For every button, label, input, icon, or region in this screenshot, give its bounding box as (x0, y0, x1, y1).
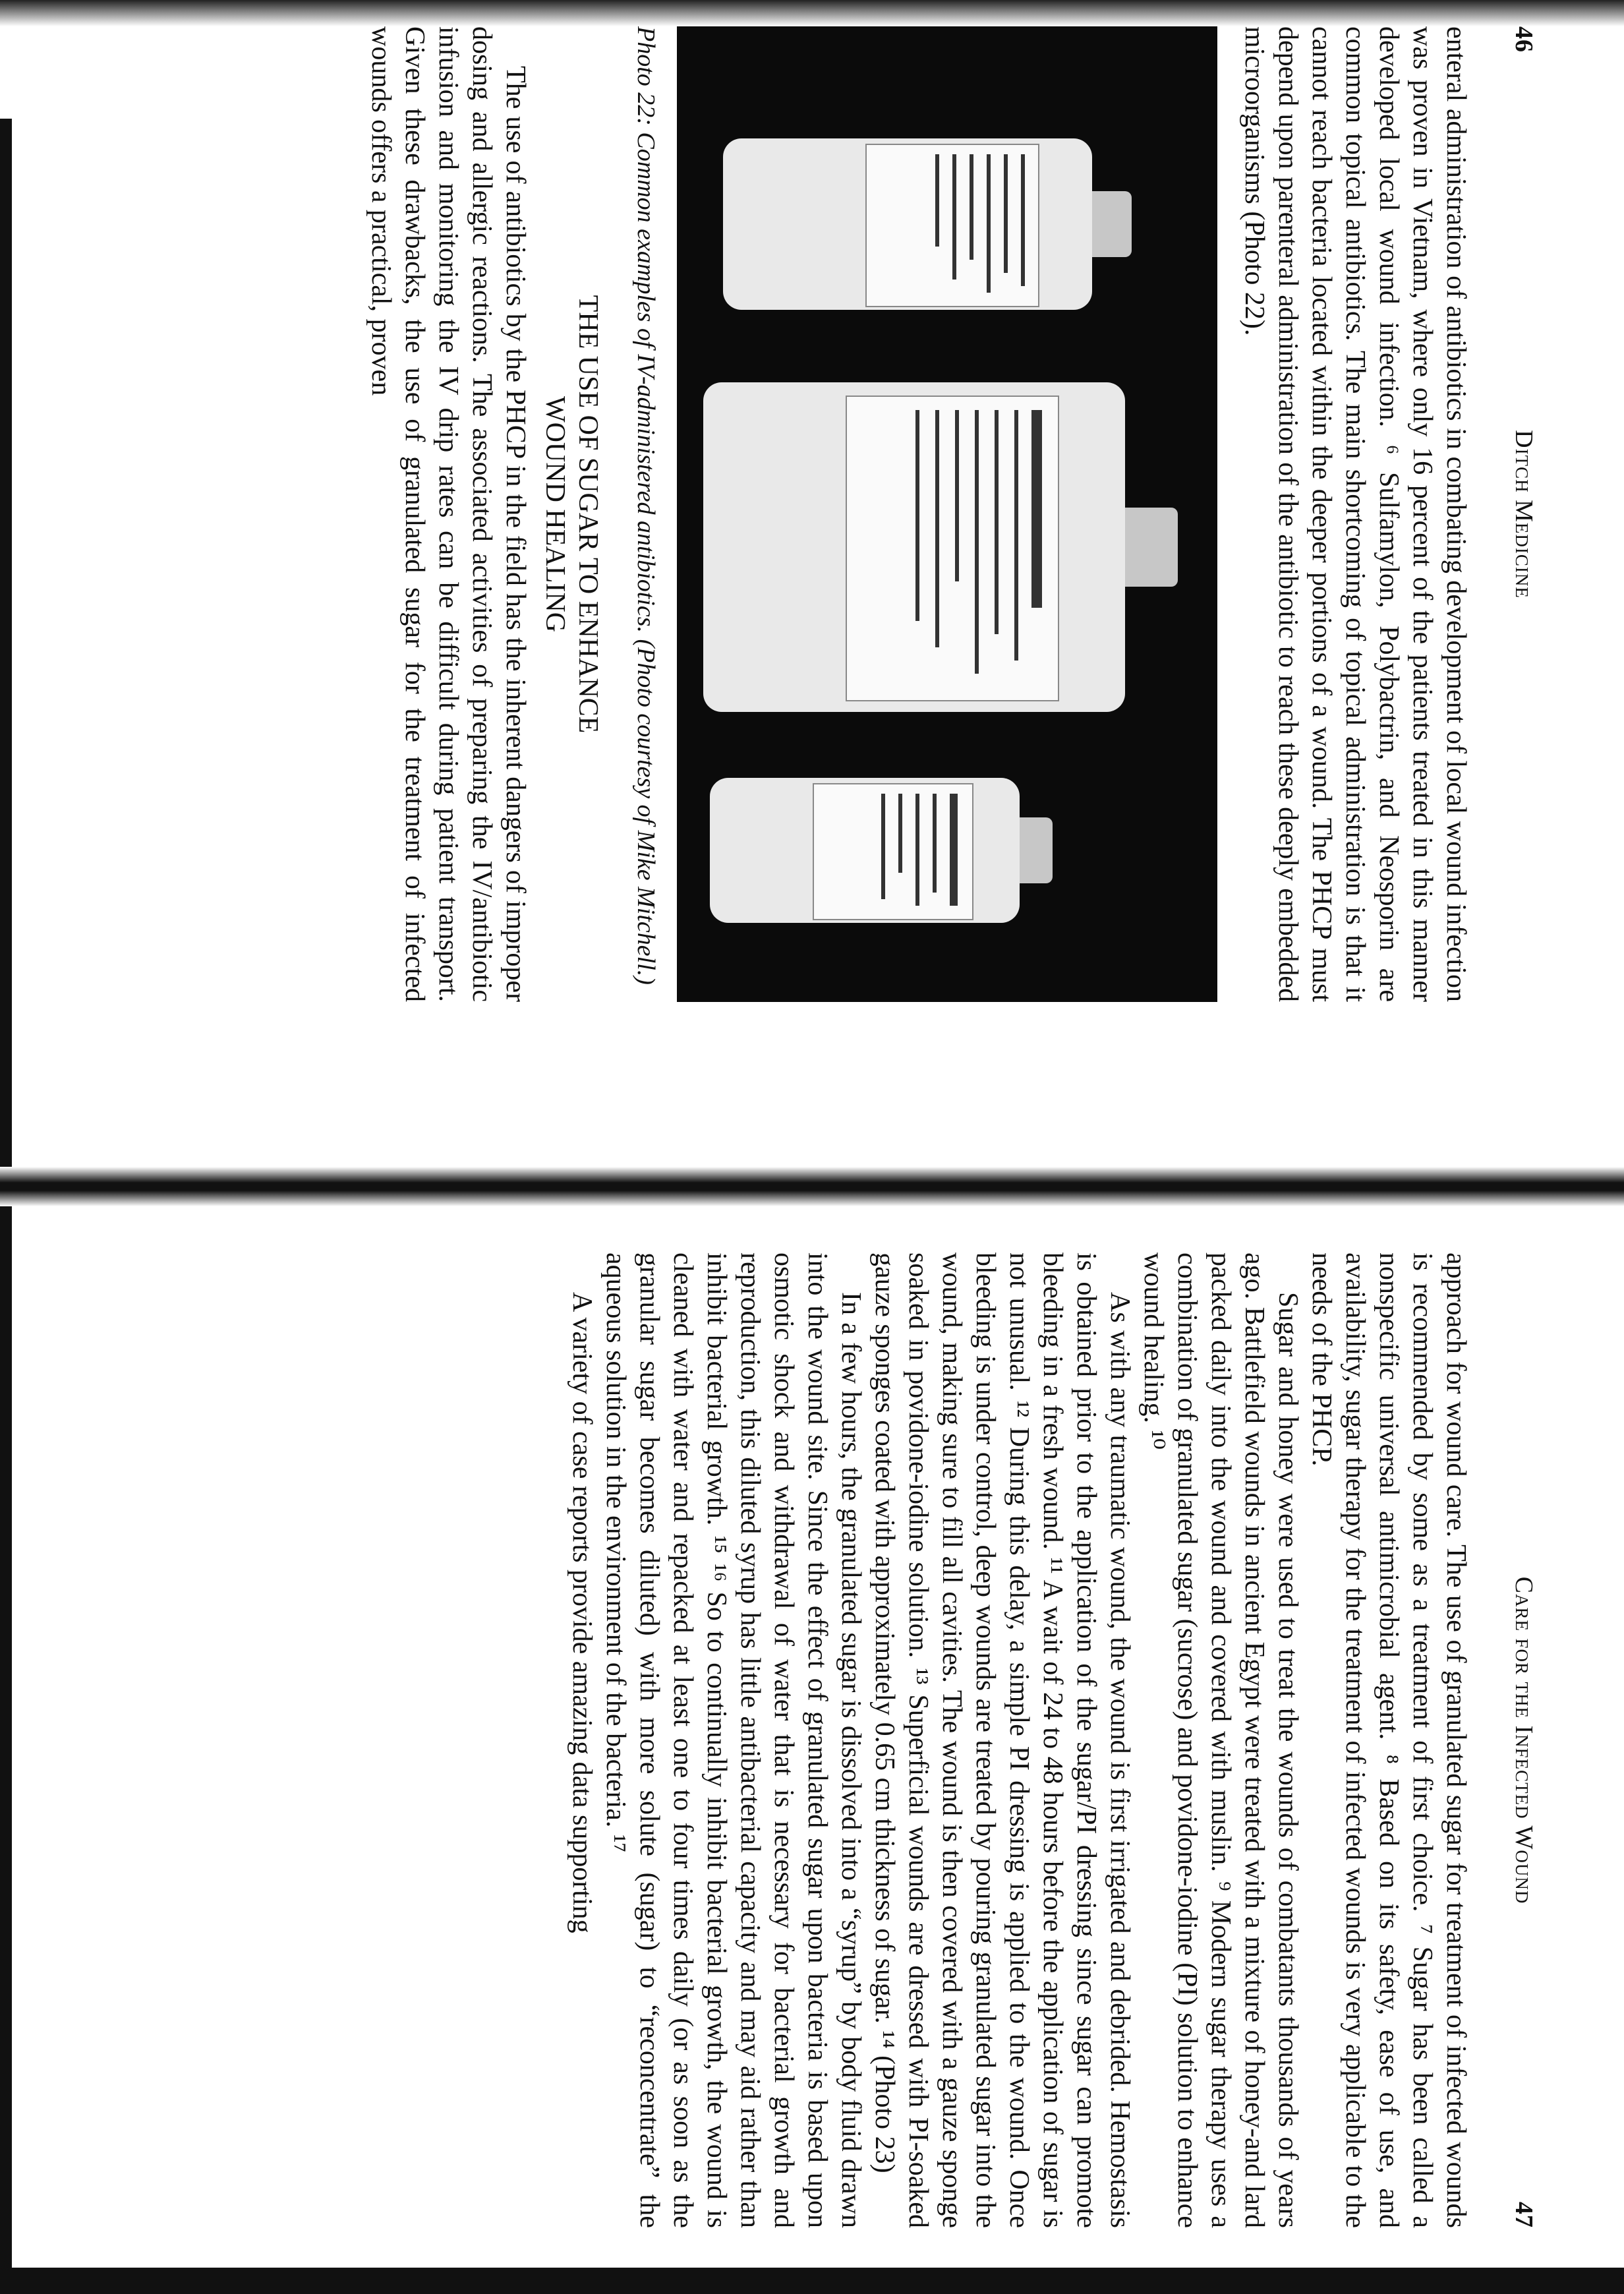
paragraph: Sugar and honey were used to treat the wounds of combatants thousands of years ago. Battlefield wounds in ancient Egypt were treated with a mixture of honey-and lard packed daily into the wound and covered with muslin. ⁹ Modern sugar therapy uses a combination of granulated sugar (sucrose) and povidone-iodine (PI) solution to enhance wound healing. ¹⁰ (1138, 1252, 1303, 2228)
section-heading-line: THE USE OF SUGAR TO ENHANCE (573, 295, 603, 734)
section-heading-line: WOUND HEALING (540, 396, 570, 633)
page-number: 46 (1510, 26, 1538, 53)
running-head-right (1492, 1252, 1538, 2228)
paragraph: As with any traumatic wound, the wound is first irrigated and debrided. Hemostasis is obtained prior to the application of the sugar/PI dressing since sugar can promote bleeding in a fresh wound. ¹¹ A wait of 24 to 48 hours before the application of sugar is not unusual. ¹² During this delay, a simple PI dressing is applied to the wound. Once bleeding is under control, deep wounds are treated by pouring granulated sugar into the wound, making sure to fill all cavities. The wound is then covered with a gauze sponge soaked in povidone-iodine solution. ¹³ Superficial wounds are dressed with PI-soaked gauze sponges coated with approximately 0.65 cm thickness of sugar. ¹⁴ (Photo 23) (869, 1252, 1135, 2228)
running-head-title: Ditch Medicine (1510, 430, 1538, 599)
paragraph: The use of antibiotics by the PHCP in the field has the inherent dangers of improper dosing and allergic reactions. The associated activities of preparing the IV/antibiotic infusion and monitoring the IV drip rates can be difficult during patient transport. Given these drawbacks, the use of granulated sugar for the treatment of infected wounds offers a practical, proven (366, 26, 531, 1002)
body-text-bottom (364, 26, 532, 1002)
body-text (565, 1252, 1472, 2228)
antibiotic-bottle-small-icon (710, 765, 1053, 936)
section-heading (538, 26, 604, 1002)
page-number: 47 (1510, 2202, 1538, 2228)
paragraph: In a few hours, the granulated sugar is dissolved into a “syrup” by body fluid drawn into the wound site. Since the effect of granulated sugar upon bacteria is based upon osmotic shock and withdrawal of water that is necessary for bacterial growth and reproduction, this diluted syrup has little antibacterial capacity and may aid rather than inhibit bacterial growth. ¹⁵ ¹⁶ So to continually inhibit bacterial growth, the wound is cleaned with water and repacked at least one to four times daily (or as soon as the granular sugar becomes diluted) with more solute (sugar) to “reconcentrate” the aqueous solution in the environment of the bacteria. ¹⁷ (600, 1252, 866, 2228)
paragraph: A variety of case reports provide amazing data supporting (567, 1292, 597, 1933)
running-head-left (1492, 26, 1538, 1002)
page-46 (22, 26, 1538, 1002)
paragraph: approach for wound care. The use of granulated sugar for treatment of infected wounds is recommended by some as a treatment of first choice. ⁷ Sugar has been called a nonspecific universal antimicrobial agent. ⁸ Based on its safety, ease of use, and availability, sugar therapy for the treatment of infected wounds is very applicable to the needs of the PHCP. (1306, 1252, 1471, 2228)
antibiotic-bottle-icon (723, 125, 1132, 323)
antibiotic-vial-icon (703, 369, 1178, 725)
body-text-top (1237, 26, 1472, 1002)
paragraph: enteral administration of antibiotics in combating development of local wound infection was proven in Vietnam, where only 16 percent of the patients treated in this manner developed local wound infection. ⁶ Sulfamylon, Polybactrin, and Neosporin are common topical antibiotics. The main shortcoming of topical administration is that it cannot reach bacteria located within the deeper portions of a wound. The PHCP must depend upon parenteral administration of the antibiotic to reach these deeply embedded microorganisms (Photo 22). (1239, 26, 1471, 1002)
running-head-title: Care for the Infected Wound (1510, 1576, 1538, 1904)
photo-22 (677, 26, 1217, 1002)
photo-caption: Photo 22: Common examples of IV-administered antibiotics. (Photo courtesy of Mike Mitchell.) (632, 26, 660, 985)
page-47 (22, 1252, 1538, 2228)
